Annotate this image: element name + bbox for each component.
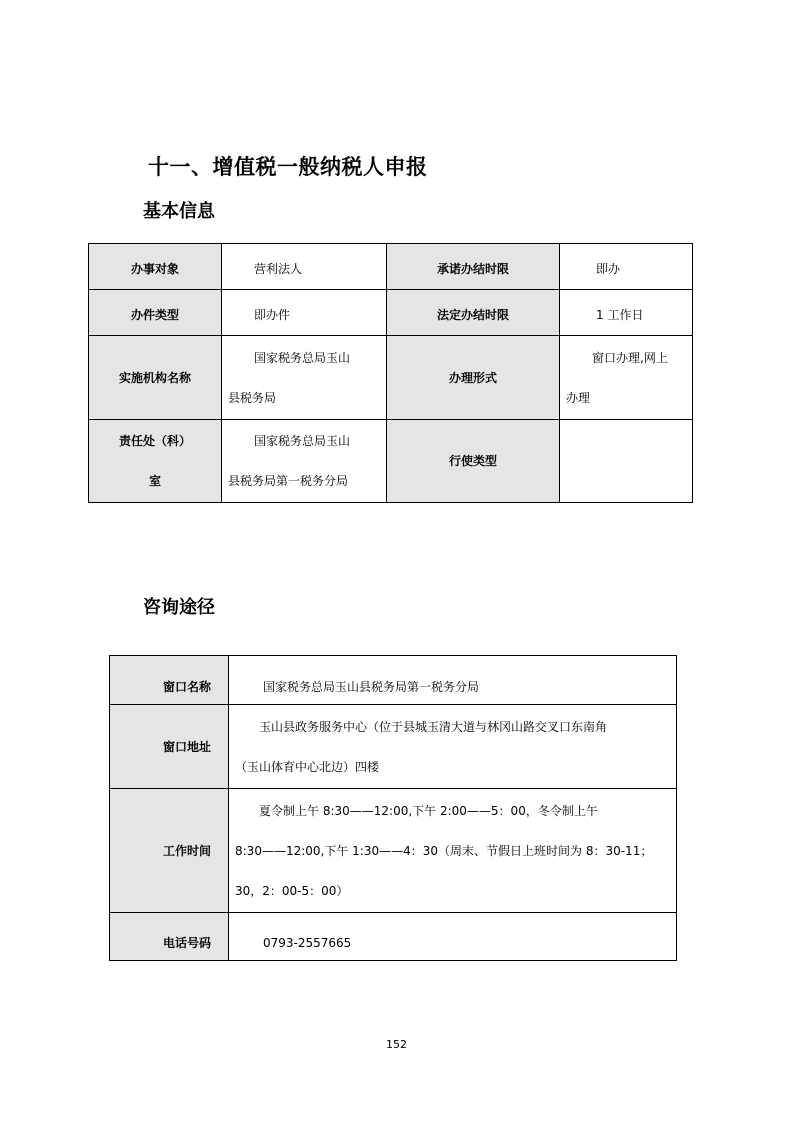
table-row xyxy=(110,789,677,913)
value-applicant: 营利法人 xyxy=(222,244,387,290)
table-row xyxy=(110,656,677,705)
basic-info-table xyxy=(88,243,693,503)
value-window-name: 国家税务总局玉山县税务局第一税务分局 xyxy=(229,656,677,705)
label-handling-form: 办理形式 xyxy=(387,336,560,420)
label-window-name: 窗口名称 xyxy=(110,656,229,705)
value-phone: 0793-2557665 xyxy=(229,913,677,961)
table-row xyxy=(110,913,677,961)
value-case-type: 即办件 xyxy=(222,290,387,336)
value-handling-form: 窗口办理,网上 办理 xyxy=(560,336,693,420)
label-phone: 电话号码 xyxy=(110,913,229,961)
value-agency: 国家税务总局玉山 县税务局 xyxy=(222,336,387,420)
basic-info-heading: 基本信息 xyxy=(143,201,215,222)
label-exercise-type: 行使类型 xyxy=(387,420,560,503)
label-case-type: 办件类型 xyxy=(89,290,222,336)
label-working-hours: 工作时间 xyxy=(110,789,229,913)
value-window-address: 玉山县政务服务中心（位于县城玉清大道与林冈山路交叉口东南角 （玉山体育中心北边）四楼 xyxy=(229,705,677,789)
page-title: 十一、增值税一般纳税人申报 xyxy=(148,155,428,179)
table-row xyxy=(89,290,693,336)
table-row xyxy=(89,244,693,290)
label-legal-time: 法定办结时限 xyxy=(387,290,560,336)
value-legal-time: 1 工作日 xyxy=(560,290,693,336)
value-exercise-type xyxy=(560,420,693,503)
label-promised-time: 承诺办结时限 xyxy=(387,244,560,290)
consult-heading: 咨询途径 xyxy=(143,597,215,618)
label-agency: 实施机构名称 xyxy=(89,336,222,420)
table-row xyxy=(110,705,677,789)
table-row xyxy=(89,420,693,503)
label-responsible-office: 责任处（科） 室 xyxy=(89,420,222,503)
table-row xyxy=(89,336,693,420)
page-number: 152 xyxy=(386,1038,407,1051)
label-window-address: 窗口地址 xyxy=(110,705,229,789)
value-responsible-office: 国家税务总局玉山 县税务局第一税务分局 xyxy=(222,420,387,503)
value-working-hours: 夏令制上午 8:30——12:00,下午 2:00——5：00，冬令制上午 8:30——12:00,下午 1:30——4：30（周末、节假日上班时间为 8：30-11； 30，2：00-5：00） xyxy=(229,789,677,913)
value-promised-time: 即办 xyxy=(560,244,693,290)
label-applicant: 办事对象 xyxy=(89,244,222,290)
consult-table xyxy=(109,655,677,961)
